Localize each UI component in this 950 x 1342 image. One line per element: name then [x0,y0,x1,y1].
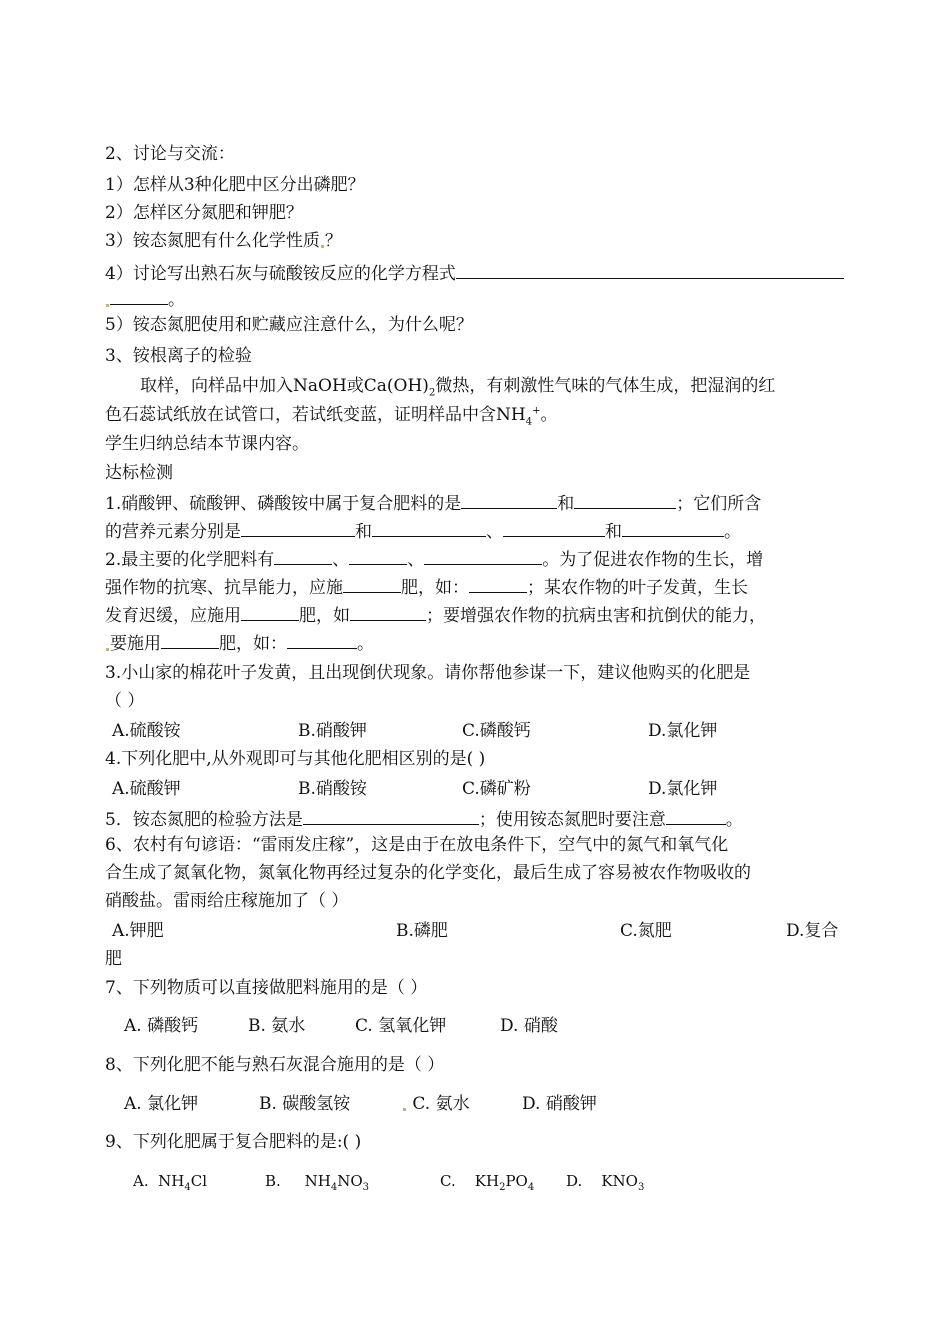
q9-option-c-label: C. [440,1172,456,1190]
ammonium-test-line2-a: 色石蕊试纸放在试管口，若试纸变蓝，证明样品中含NH [105,405,526,425]
q8-stem: 8、下列化肥不能与熟石灰混合施用的是（ ） [105,1055,445,1075]
discussion-heading: 2、讨论与交流： [105,144,235,164]
speck-mark [106,304,109,307]
speck-mark [321,245,324,248]
q9-option-d-formula: KNO [601,1172,638,1190]
q1-text-d: 的营养元素分别是 [105,522,241,542]
answer-blank[interactable] [666,806,726,825]
q6-line3: 硝酸盐。雷雨给庄稼施加了（ ） [105,891,349,911]
q6-option-d[interactable]: D.复合 [786,921,839,941]
q8-option-b[interactable]: B. 碳酸氢铵 [259,1094,351,1114]
q9-option-c-formula-mid: PO [505,1172,528,1190]
q7-option-a[interactable]: A. 磷酸钙 [124,1016,199,1036]
discussion-q5: 5）铵态氮肥使用和贮藏应注意什么，为什么呢？ [105,315,473,335]
discussion-q1: 1）怎样从3种化肥中区分出磷肥？ [105,175,365,195]
q1-text-g: 和 [605,522,622,542]
q9-option-a-label: A. [133,1172,149,1190]
answer-blank[interactable] [110,286,168,305]
q2-text-j: 肥，如： [219,634,287,654]
q9-option-d-label: D. [566,1172,583,1190]
q9-sub: 4 [330,1182,338,1193]
discussion-q2: 2）怎样区分氮肥和钾肥？ [105,203,303,223]
answer-blank[interactable] [574,490,676,509]
q2-text-g: 肥，如 [299,606,350,626]
ammonium-sup: + [532,405,541,417]
speck-mark [403,1108,406,1111]
q9-option-b-formula-mid: NO [337,1172,363,1190]
q5-text-a: 5．铵态氮肥的检验方法是 [105,810,303,830]
q2-text-f: 发育迟缓，应施用 [105,606,241,626]
q4-option-a[interactable]: A.硫酸钾 [112,779,181,799]
ammonium-test-line1-b: 微热，有刺激性气味的气体生成，把湿润的红 [435,376,776,396]
q9-sub: 4 [527,1182,535,1193]
answer-blank[interactable] [349,546,407,565]
q6-option-a[interactable]: A.钾肥 [112,921,164,941]
q9-option-a-formula: NH [158,1172,185,1190]
q1-text-c: ；它们所含 [676,494,762,514]
q6-line2: 合生成了氮氧化物，氮氧化物再经过复杂的化学变化，最后生成了容易被农作物吸收的 [105,863,751,883]
q2-line3 [105,602,766,627]
q7-stem: 7、下列物质可以直接做肥料施用的是（ ） [105,978,428,998]
q4-option-b[interactable]: B.硝酸铵 [298,779,367,799]
q1-line2 [105,518,741,543]
q9-option-a[interactable] [133,1170,207,1192]
q1-line1 [105,490,761,515]
q3-option-b[interactable]: B.硝酸钾 [298,721,367,741]
answer-blank[interactable] [161,630,219,649]
q9-option-b-label: B. [265,1172,281,1190]
ammonium-test-line2 [105,404,557,426]
q9-option-b-formula: NH [304,1172,331,1190]
q9-sub: 4 [184,1182,191,1193]
q6-option-b[interactable]: B.磷肥 [396,921,448,941]
q2-text-a: 2.最主要的化学肥料有 [105,550,275,570]
discussion-q4 [105,260,844,285]
ammonium-test-heading: 3、铵根离子的检验 [105,346,252,366]
q1-text-f: 、 [486,522,503,542]
answer-blank[interactable] [372,518,486,537]
answer-blank[interactable] [503,518,605,537]
q2-text-k: 。 [357,634,374,654]
q8-option-d[interactable]: D. 硝酸钾 [522,1094,597,1114]
ammonium-test-line1-a: 取样，向样品中加入NaOH或Ca(OH) [140,376,429,396]
ammonium-test-line1 [140,375,775,397]
q5-line [105,806,743,831]
answer-blank[interactable] [469,574,527,593]
answer-blank[interactable] [424,546,542,565]
discussion-q3 [105,230,342,252]
q3-stem: 3.小山家的棉花叶子发黄，且出现倒伏现象。请你帮他参谋一下，建议他购买的化肥是 [105,663,751,683]
discussion-q4-cont [105,286,185,311]
q6-line1: 6、农村有句谚语：“雷雨发庄稼”，这是由于在放电条件下，空气中的氮气和氧气化 [105,835,729,855]
q8-option-c-text: C. 氨水 [412,1094,470,1114]
answer-blank[interactable] [274,546,332,565]
q1-text-a: 1.硝酸钾、硫酸钾、磷酸铵中属于复合肥料的是 [105,494,462,514]
discussion-q3-text: 3）铵态氮肥有什么化学性质 [105,231,320,251]
q3-option-c[interactable]: C.磷酸钙 [462,721,531,741]
q1-text-b: 和 [557,494,575,514]
q4-option-c[interactable]: C.磷矿粉 [462,779,531,799]
q6-option-d-wrap: 肥 [105,949,122,969]
q3-option-d[interactable]: D.氯化钾 [648,721,718,741]
answer-blank[interactable] [456,260,844,279]
q1-text-h: 。 [724,522,741,542]
q8-option-c[interactable] [402,1093,470,1115]
q9-option-c-formula: KH [474,1172,500,1190]
q2-text-i: 要施用 [110,634,161,654]
answer-blank[interactable] [622,518,724,537]
q2-sep: 、 [332,550,350,570]
q9-option-d[interactable] [566,1170,644,1192]
answer-blank[interactable] [241,518,355,537]
ammonium-sub: 4 [525,416,533,428]
discussion-q4-text: 4）讨论写出熟石灰与硫酸铵反应的化学方程式 [105,264,456,284]
test-heading: 达标检测 [105,463,173,483]
q9-stem: 9、下列化肥属于复合肥料的是:( ) [105,1132,362,1152]
q7-option-b[interactable]: B. 氨水 [248,1016,306,1036]
discussion-q4-end: 。 [168,290,185,310]
q2-sep: 、 [407,550,425,570]
q2-text-h: ；要增强农作物的抗病虫害和抗倒伏的能力， [426,606,766,626]
q8-option-a[interactable]: A. 氯化钾 [124,1094,199,1114]
q2-text-d: 肥，如： [401,578,469,598]
q2-line1 [105,546,763,571]
answer-blank[interactable] [287,630,357,649]
q3-option-a[interactable]: A.硫酸铵 [112,721,181,741]
ammonium-test-line2-b: 。 [540,405,558,425]
q7-option-c[interactable]: C. 氢氧化钾 [355,1016,447,1036]
speck-mark [106,648,109,651]
q1-text-e: 和 [355,522,372,542]
q2-text-b: 。为了促进农作物的生长，增 [542,550,764,570]
q7-option-d[interactable]: D. 硝酸 [500,1016,558,1036]
q4-option-d[interactable]: D.氯化钾 [648,779,718,799]
q5-text-b: ；使用铵态氮肥时要注意 [478,810,666,830]
q3-paren: （ ） [105,691,145,711]
answer-blank[interactable] [461,490,557,509]
q5-text-c: 。 [725,810,743,830]
summary-line: 学生归纳总结本节课内容。 [105,434,309,454]
q2-line2 [105,574,748,599]
q9-option-b[interactable] [265,1170,369,1192]
q9-sub: 2 [499,1182,506,1193]
answer-blank[interactable] [303,806,479,825]
answer-blank[interactable] [241,602,299,621]
q4-stem: 4.下列化肥中,从外观即可与其他化肥相区别的是( ) [105,749,486,769]
q9-option-c[interactable] [440,1170,534,1192]
q2-text-e: ；某农作物的叶子发黄，生长 [527,578,748,598]
answer-blank[interactable] [343,574,401,593]
q6-option-c[interactable]: C.氮肥 [620,921,672,941]
q2-text-c: 强作物的抗寒、抗旱能力，应施 [105,578,343,598]
answer-blank[interactable] [350,602,426,621]
discussion-q3-end: ？ [324,231,342,251]
q9-option-a-formula-end: Cl [190,1172,208,1190]
q9-sub: 3 [362,1182,370,1193]
q2-line4 [105,630,374,655]
ammonium-test-sub: 2 [428,387,436,399]
q9-sub: 3 [637,1182,645,1193]
